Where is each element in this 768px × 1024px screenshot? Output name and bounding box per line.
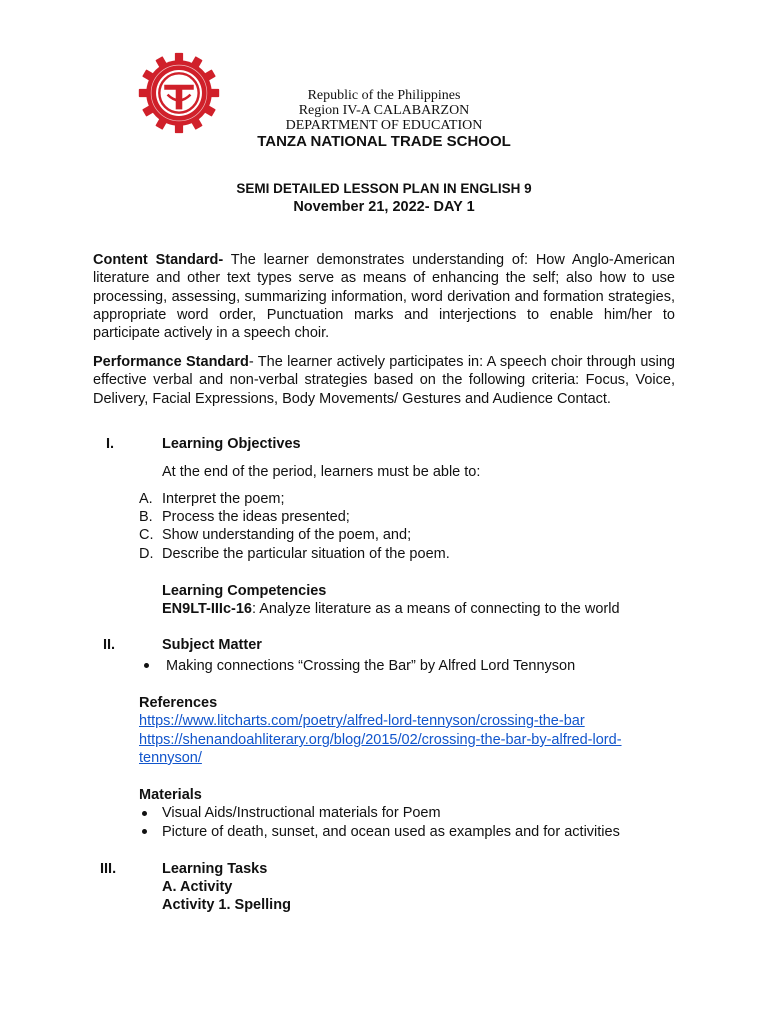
objective-letter: A. (139, 491, 153, 507)
objective-item: Describe the particular situation of the poem. (162, 546, 450, 562)
material-item: Visual Aids/Instructional materials for Poem (162, 805, 441, 821)
objective-item: Interpret the poem; (162, 491, 285, 507)
performance-standard-text: - The learner actively participates in: A speech choir through using effective verbal and non-verbal strategies based on the following criteria: Focus, Voice, Delivery, Facial Expressions, Body Movements/ Gestures and Audience Contact. (93, 354, 675, 407)
activity-subheading: A. Activity (162, 879, 233, 895)
section-1-numeral: I. (106, 436, 115, 452)
lesson-plan-title: SEMI DETAILED LESSON PLAN IN ENGLISH 9 (236, 181, 532, 196)
objective-item: Process the ideas presented; (162, 509, 350, 525)
bullet-icon (144, 663, 149, 668)
section-3-numeral: III. (100, 861, 117, 877)
reference-link-shenandoah[interactable]: https://shenandoahliterary.org/blog/2015/02/crossing-the-bar-by-alfred-lord- (139, 732, 622, 748)
content-standard-label: Content Standard- (93, 252, 224, 268)
header-republic: Republic of the Philippines (307, 88, 461, 103)
section-2-heading: Subject Matter (162, 637, 262, 653)
header-department: DEPARTMENT OF EDUCATION (285, 118, 483, 133)
objective-item: Show understanding of the poem, and; (162, 527, 412, 543)
reference-link-shenandoah-cont[interactable]: tennyson/ (139, 750, 202, 766)
objective-letter: C. (139, 527, 154, 543)
subject-matter-item: Making connections “Crossing the Bar” by Alfred Lord Tennyson (166, 658, 576, 674)
section-1-heading: Learning Objectives (162, 436, 301, 452)
objective-letter: D. (139, 546, 154, 562)
bullet-icon (142, 829, 147, 834)
objectives-intro: At the end of the period, learners must be able to: (162, 464, 481, 480)
section-2-numeral: II. (103, 637, 116, 653)
performance-standard (93, 353, 675, 408)
materials-heading: Materials (139, 787, 202, 803)
objective-letter: B. (139, 509, 153, 525)
section-3-heading: Learning Tasks (162, 861, 268, 877)
activity-1-heading: Activity 1. Spelling (162, 897, 291, 913)
competencies-heading: Learning Competencies (162, 583, 327, 599)
competency-text: : Analyze literature as a means of connecting to the world (251, 601, 620, 617)
competency-line (162, 600, 620, 618)
content-standard (93, 251, 675, 342)
competency-code: EN9LT-IIIc-16 (162, 601, 252, 617)
references-heading: References (139, 695, 218, 711)
bullet-icon (142, 811, 147, 816)
content-standard-text: The learner demonstrates understanding of: How Anglo-American literature and other text types serve as means of enhancing the self; also how to use processing, assessing, summarizing information, word derivation and formation strategies, appropriate word order, Punctuation marks and interjections to enable him/her to participate actively in a speech choir. (93, 252, 675, 342)
header-region: Region IV-A CALABARZON (298, 103, 470, 118)
performance-standard-label: Performance Standard (93, 354, 249, 370)
header-school-name: TANZA NATIONAL TRADE SCHOOL (257, 133, 511, 150)
reference-link-litcharts[interactable]: https://www.litcharts.com/poetry/alfred-lord-tennyson/crossing-the-bar (139, 713, 585, 729)
lesson-plan-date: November 21, 2022- DAY 1 (293, 199, 475, 215)
material-item: Picture of death, sunset, and ocean used as examples and for activities (162, 824, 620, 840)
